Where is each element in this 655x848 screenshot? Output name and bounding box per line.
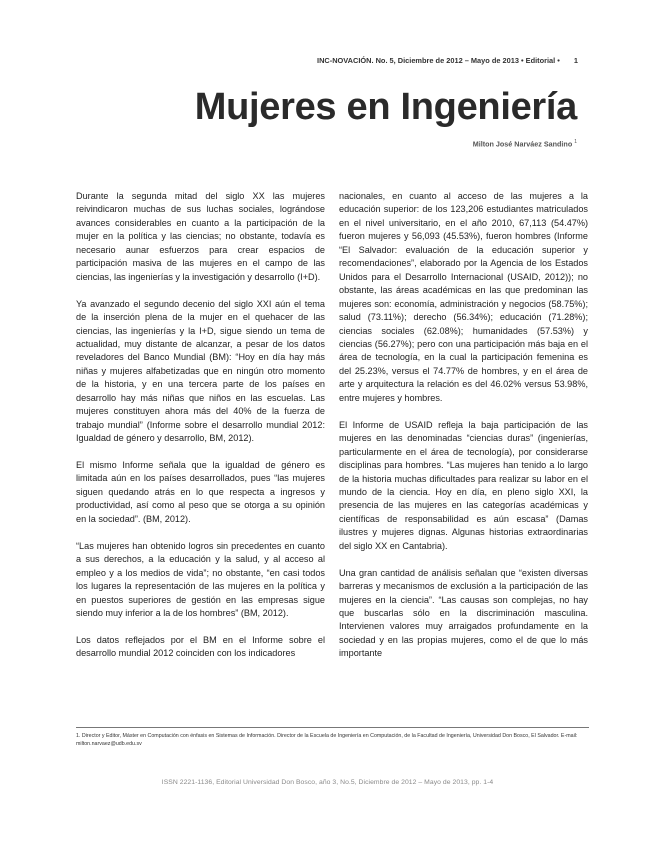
page-number: 1	[573, 56, 578, 65]
footnote-divider	[76, 727, 589, 728]
paragraph: Durante la segunda mitad del siglo XX las mujeres reivindicaron muchas de sus luchas sociales, lográndose avances considerables en cuanto a la participación de la mujer en la política y las ciencias; no obstante, todavía es necesario aunar esfuerzos para crear espacios de participación masiva de las mujeres en el campo de las ciencias, las ingenierías y la investigación y desarrollo (I+D).	[76, 191, 325, 282]
paragraph: “Las mujeres han obtenido logros sin precedentes en cuanto a sus derechos, a la educación y la salud, y al acceso al empleo y a los medios de vida”; no obstante, “en casi todos los lugares la representación de las mujeres en la política y en puestos superiores de gestión en las empresas sigue siendo muy inferior a la de los hombres” (BM, 2012).	[76, 540, 325, 618]
author-footnote-mark: 1	[574, 139, 577, 145]
author-line	[473, 139, 577, 148]
publication-footer: ISSN 2221-1136, Editorial Universidad Don Bosco, año 3, No.5, Diciembre de 2012 – Mayo de 2013, pp. 1-4	[161, 779, 494, 786]
footnote: 1. Director y Editor, Máster en Computación con énfasis en Sistemas de Información. Director de la Escuela de Ingeniería en Computación, de la Facultad de Ingeniería, Universidad Don Bosco, El Salvador. E-mail: milton.narvaez@udb.edu.sv	[76, 733, 578, 747]
paragraph: nacionales, en cuanto al acceso de las mujeres a la educación superior: de los 123,206 estudiantes matriculados en el nivel universitario, en el año 2010, 67,113 (54.47%) fueron mujeres y 56,093 (45.53%), fueron hombres (Informe “El Salvador: evaluación de la educación superior y recomendaciones”, elaborado por la Agencia de los Estados Unidos para el Desarrollo Internacional (USAID, 2012)); no obstante, las áreas académicas en las que predominan las mujeres son: economía, administración y negocios (58.75%); salud (73.11%); derecho (56.34%); educación (71.28%); ciencias sociales (62.08%); humanidades (57.53%) y ciencias (56.27%); pero con una participación más baja en el área de tecnología, en la cual la participación femenina es del 25.23%, versus el 74.77% de hombres, y en el área de arte y arquitectura la relación es del 46.02% versus 53.98%, entre mujeres y hombres.	[339, 191, 588, 403]
running-header-text: INC-NOVACIÓN. No. 5, Diciembre de 2012 – Mayo de 2013 • Editorial •	[317, 56, 560, 65]
running-header	[317, 56, 578, 65]
paragraph: Una gran cantidad de análisis señalan que “existen diversas barreras y mecanismos de exclusión a la participación de las mujeres en la ciencia”. “Las causas son complejas, no hay que buscarlas sólo en la discriminación masculina. Intervienen valores muy arraigados profundamente en la sociedad y en las propias mujeres, como el de que lo más importante	[339, 567, 588, 659]
paragraph: Ya avanzado el segundo decenio del siglo XXI aún el tema de la inserción plena de la mujer en el quehacer de las ciencias, las ingenierías y la I+D, sigue siendo un tema de actualidad, muy distante de alcanzar, a pesar de los datos reveladores del Banco Mundial (BM): “Hoy en día hay más niñas y mujeres alfabetizadas que en ningún otro momento de la historia, y en una tercera parte de los países en desarrollo hay más niñas que niños en las escuelas. Las mujeres constituyen ahora más del 40% de la fuerza de trabajo mundial” (Informe sobre el desarrollo mundial 2012: Igualdad de género y desarrollo, BM, 2012).	[76, 298, 325, 444]
body-column-right	[339, 190, 588, 722]
body-column-left	[76, 190, 325, 722]
article-title: Mujeres en Ingeniería	[194, 86, 577, 128]
author-name: Milton José Narváez Sandino	[472, 139, 573, 149]
paragraph: El mismo Informe señala que la igualdad de género es limitada aún en los países desarrollados, pues “las mujeres siguen quedando atrás en lo que respecta a ingresos y productividad, así como al peso que se otorga a su opinión en la sociedad”. (BM, 2012).	[76, 460, 325, 524]
paragraph: El Informe de USAID refleja la baja participación de las mujeres en las denominadas “ciencias duras” (ingenierías, particularmente en el área de tecnología), por considerarse disciplinas para hombres. “Las mujeres han tenido a lo largo de la historia muchas dificultades para realizar su labor en el mundo de la ciencia. Hoy en día, en pleno siglo XXI, la presencia de las mujeres en las categorías académicas y científicas de responsabilidad es aún escasa” (Damas ilustres y mujeres dignas. Algunas historias extraordinarias del siglo XX en Cantabria).	[339, 419, 588, 551]
paragraph: Los datos reflejados por el BM en el Informe sobre el desarrollo mundial 2012 coinciden con los indicadores	[76, 634, 325, 659]
